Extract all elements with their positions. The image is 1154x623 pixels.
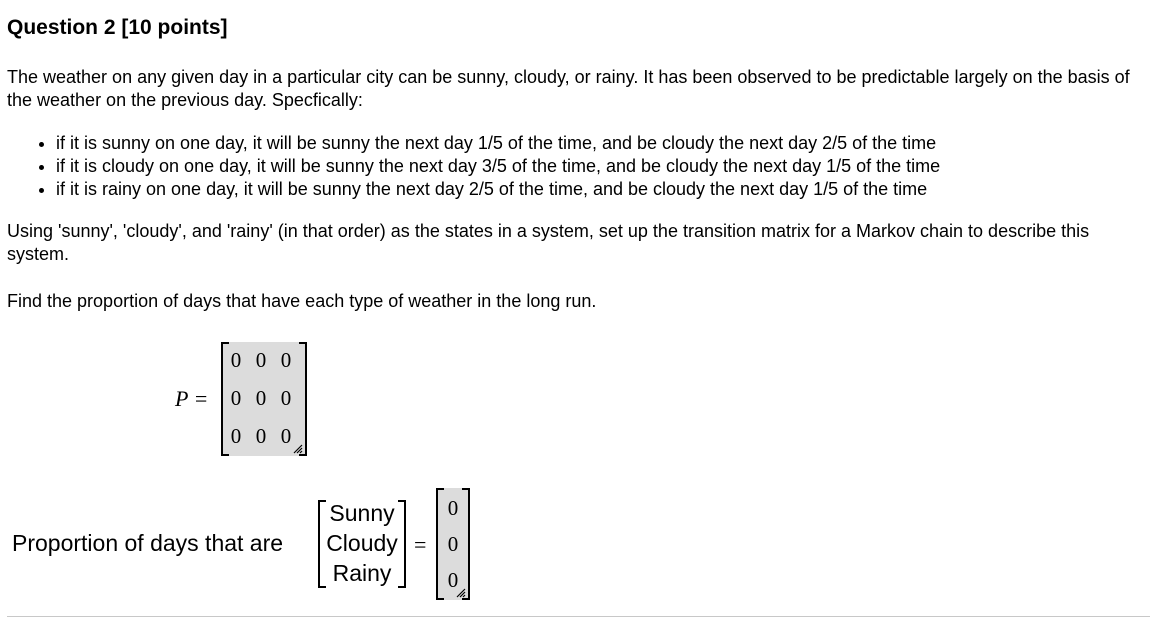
divider [7, 616, 1150, 617]
resize-handle-icon[interactable] [456, 588, 466, 598]
matrix-cell-r2c2[interactable]: 0 [255, 386, 267, 410]
right-bracket [462, 488, 470, 600]
equals-sign: = [414, 532, 427, 557]
matrix-cell-r2c1[interactable]: 0 [230, 386, 242, 410]
matrix-cell-r3c2[interactable]: 0 [255, 424, 267, 448]
conditions-list [7, 132, 940, 201]
state-labels [318, 498, 406, 588]
matrix-p-label-text: P = [175, 386, 209, 411]
matrix-cell-r3c1[interactable]: 0 [230, 424, 242, 448]
matrix-cell-r1c2[interactable]: 0 [255, 348, 267, 372]
matrix-p-label [175, 386, 208, 412]
proportion-label: Proportion of days that are [12, 530, 284, 556]
proportion-cell-cloudy[interactable]: 0 [447, 532, 459, 556]
list-item: • if it is cloudy on one day, it will be sunny the next day 3/5 of the time, and be cloudy the next day 1/5 of the time [56, 155, 940, 178]
matrix-p-editor[interactable] [223, 342, 305, 456]
matrix-cell-r1c3[interactable]: 0 [280, 348, 292, 372]
state-sunny: Sunny [329, 500, 395, 526]
resize-handle-icon[interactable] [293, 444, 303, 454]
state-cloudy: Cloudy [326, 530, 398, 556]
right-bracket [299, 342, 307, 456]
instruction-markov: Using 'sunny', 'cloudy', and 'rainy' (in that order) as the states in a system, set up the transition matrix for a Markov chain to describe this system. [7, 221, 1090, 264]
matrix-cell-r3c3[interactable]: 0 [280, 424, 292, 448]
matrix-cell-r2c3[interactable]: 0 [280, 386, 292, 410]
question-intro: The weather on any given day in a particular city can be sunny, cloudy, or rainy. It has been observed to be predictable largely on the basis of the weather on the previous day. Specfically: [7, 67, 1130, 110]
proportion-vector-editor[interactable] [438, 488, 468, 600]
state-rainy: Rainy [332, 560, 392, 586]
state-vector [318, 498, 406, 590]
matrix-cell-r1c1[interactable]: 0 [230, 348, 242, 372]
instruction-long-run: Find the proportion of days that have each type of weather in the long run. [7, 291, 597, 311]
question-title: Question 2 [10 points] [7, 16, 228, 39]
proportion-cell-rainy[interactable]: 0 [447, 568, 459, 592]
list-item: • if it is sunny on one day, it will be sunny the next day 1/5 of the time, and be cloudy the next day 2/5 of the time [56, 132, 940, 155]
list-item: • if it is rainy on one day, it will be sunny the next day 2/5 of the time, and be cloudy the next day 1/5 of the time [56, 178, 940, 201]
proportion-cell-sunny[interactable]: 0 [447, 496, 459, 520]
